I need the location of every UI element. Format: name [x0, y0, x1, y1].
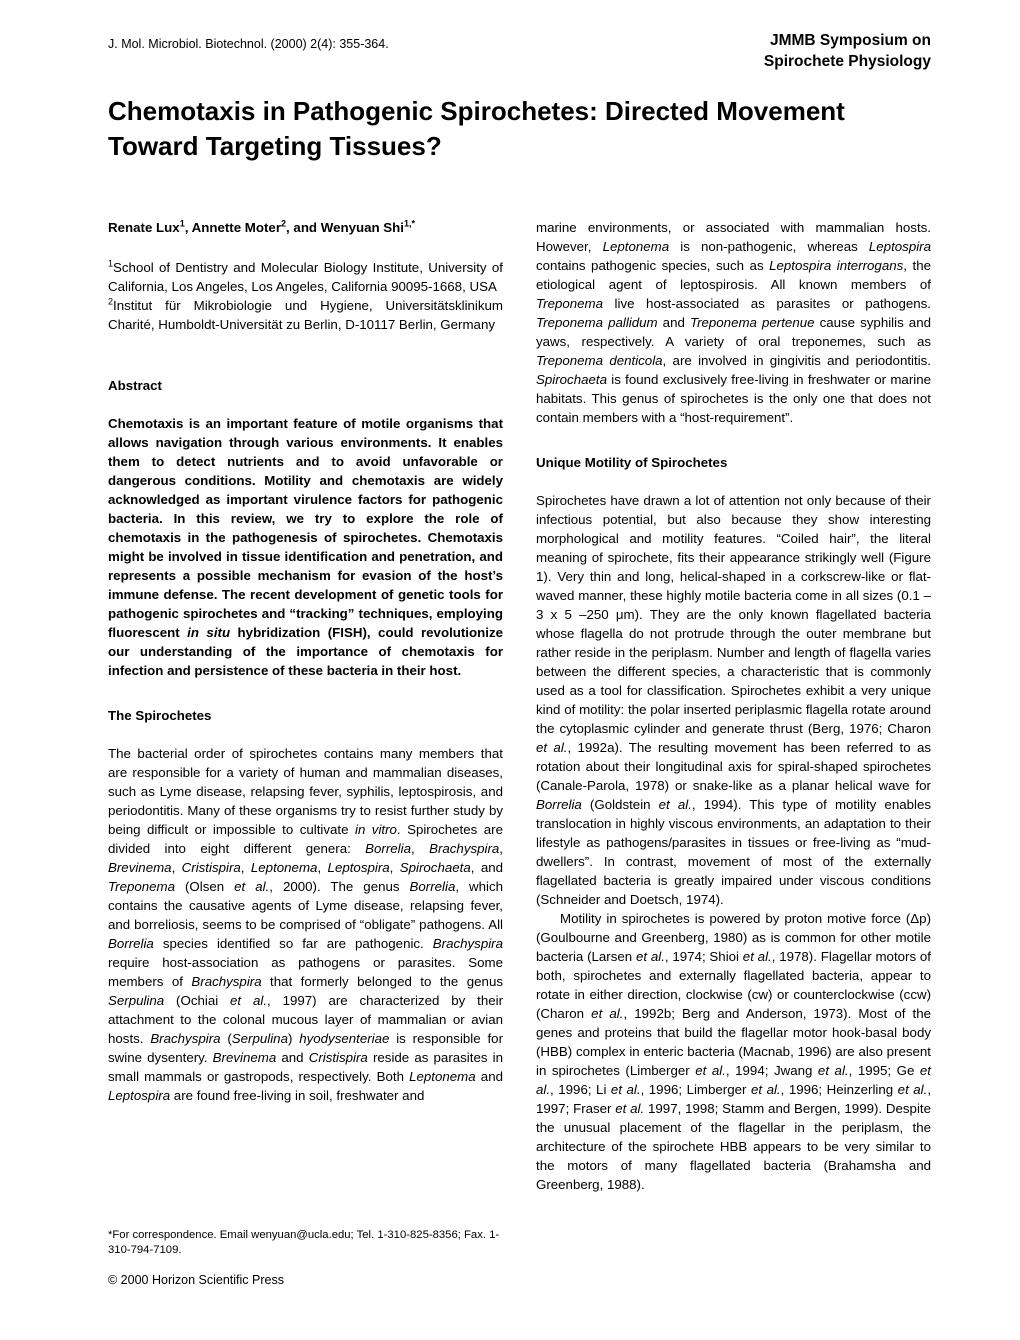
right-column [536, 218, 931, 1258]
symposium-line-2: Spirochete Physiology [763, 53, 931, 70]
abstract-text: Chemotaxis is an important feature of motile organisms that allows navigation through various environments. It enables them to detect nutrients and to avoid unfavorable or dangerous conditions. Motility and chemotaxis are widely acknowledged as important virulence factors for pathogenic bacteria. In this review, we try to explore the role of chemotaxis in the pathogenesis of spirochetes. Chemotaxis might be involved in tissue identification and penetration, and represents a possible mechanism for evasion of the host’s immune defense. The recent development of genetic tools for pathogenic spirochetes and “tracking” techniques, employing fluorescent in situ hybridization (FISH), could revolutionize our understanding of the importance of chemotaxis for infection and persistence of these bacteria in their host. [108, 416, 503, 678]
two-column-body [108, 218, 931, 1258]
affiliation-1: $^1$School of Dentistry and Molecular Biology Institute, University of California, Los Angeles, Los Angeles, California 90095-1668, USA [108, 258, 503, 294]
symposium-banner [764, 30, 931, 72]
motility-section-heading: Unique Motility of Spirochetes [536, 455, 728, 470]
copyright-line: © 2000 Horizon Scientific Press [108, 1273, 284, 1287]
authors-line: Renate Lux$^1$, Annette Moter$^2$, and Wenyuan Shi$^{1,*}$ [108, 218, 416, 235]
page-header [108, 30, 931, 72]
spirochetes-section-heading: The Spirochetes [108, 708, 212, 723]
article-title: Chemotaxis in Pathogenic Spirochetes: Directed Movement Toward Targeting Tissues? [108, 96, 845, 161]
continuation-paragraph: marine environments, or associated with mammalian hosts. However, Leptonema is non-pathogenic, whereas Leptospira contains pathogenic species, such as Leptospira interrogans, the etiological agent of leptospirosis. All known members of Treponema live host-associated as parasites or pathogens. Treponema pallidum and Treponema pertenue cause syphilis and yaws, respectively. A variety of oral treponemes, such as Treponema denticola, are involved in gingivitis and periodontitis. Spirochaeta is found exclusively free-living in freshwater or marine habitats. This genus of spirochetes is the only one that does not contain members with a “host-requirement”. [536, 220, 931, 425]
motility-paragraph-1: Spirochetes have drawn a lot of attention not only because of their infectious potential, but also because they show interesting morphological and motility features. “Coiled hair”, the literal meaning of spirochete, fits their appearance strikingly well (Figure 1). Very thin and long, helical-shaped in a corkscrew-like or flat-waved manner, these highly motile bacteria come in all sizes (0.1 – 3 x 5 –250 μm). They are the only known flagellated bacteria whose flagella do not protrude through the outer membrane but rather reside in the periplasm. Number and length of flagella varies between the different species, a characteristic that is commonly used as a tool for classification. Spirochetes exhibit a very unique kind of motility: the polar inserted periplasmic flagella rotate around the cytoplasmic cylinder and generate thrust (Berg, 1976; Charon et al., 1992a). The resulting movement has been referred to as rotation about their longitudinal axis for spiral-shaped spirochetes (Canale-Parola, 1978) or snake-like as a planar helical wave for Borrelia (Goldstein et al., 1994). This type of motility enables translocation in highly viscous environments, an adaptation to their lifestyle as pathogens/parasites in tissues or free-living as “mud-dwellers”. In contrast, movement of most of the externally flagellated bacteria is greatly impaired under viscous conditions (Schneider and Doetsch, 1974). [536, 493, 931, 907]
symposium-line-1: JMMB Symposium on [769, 32, 931, 49]
spirochetes-paragraph: The bacterial order of spirochetes contains many members that are responsible for a variety of human and mammalian diseases, such as Lyme disease, relapsing fever, syphilis, leptospirosis, and periodontitis. Many of these organisms try to resist further study by being difficult or impossible to cultivate in vitro. Spirochetes are divided into eight different genera: Borrelia, Brachyspira, Brevinema, Cristispira, Leptonema, Leptospira, Spirochaeta, and Treponema (Olsen et al., 2000). The genus Borrelia, which contains the causative agents of Lyme disease, relapsing fever, and borreliosis, seems to be comprised of “obligate” pathogens. All Borrelia species identified so far are pathogenic. Brachyspira require host-association as pathogens or parasites. Some members of Brachyspira that formerly belonged to the genus Serpulina (Ochiai et al., 1997) are characterized by their attachment to the colonal mucous layer of mammalian or avian hosts. Brachyspira (Serpulina) hyodysenteriae is responsible for swine dysentery. Brevinema and Cristispira reside as parasites in small mammals or gastropods, respectively. Both Leptonema and Leptospira are found free-living in soil, freshwater and [108, 746, 504, 1103]
motility-paragraph-2: Motility in spirochetes is powered by proton motive force (Δp) (Goulbourne and Greenberg, 1980) as is common for other motile bacteria (Larsen et al., 1974; Shioi et al., 1978). Flagellar motors of both, spirochetes and externally flagellated bacteria, appear to rotate in either direction, clockwise (cw) or counterclockwise (ccw) (Charon et al., 1992b; Berg and Anderson, 1973). Most of the genes and proteins that build the flagellar motor hook-basal body (HBB) complex in enteric bacteria (Macnab, 1996) are also present in spirochetes (Limberger et al., 1994; Jwang et al., 1995; Ge et al., 1996; Li et al., 1996; Limberger et al., 1996; Heinzerling et al., 1997; Fraser et al. 1997, 1998; Stamm and Bergen, 1999). Despite the unusual placement of the flagellar in the periplasm, the architecture of the spirochete HBB appears to be very similar to the motors of many flagellated bacteria (Brahamsha and Greenberg, 1988). [536, 911, 932, 1192]
left-column [108, 218, 503, 1258]
correspondence-footnote: *For correspondence. Email wenyuan@ucla.edu; Tel. 1-310-825-8356; Fax. 1-310-794-7109. [108, 1229, 500, 1256]
abstract-heading: Abstract [108, 378, 162, 393]
affiliation-2: $^2$Institut für Mikrobiologie und Hygiene, Universitätsklinikum Charité, Humboldt-Universität zu Berlin, D-10117 Berlin, Germany [108, 296, 503, 332]
journal-reference: J. Mol. Microbiol. Biotechnol. (2000) 2(4): 355-364. [108, 37, 389, 51]
